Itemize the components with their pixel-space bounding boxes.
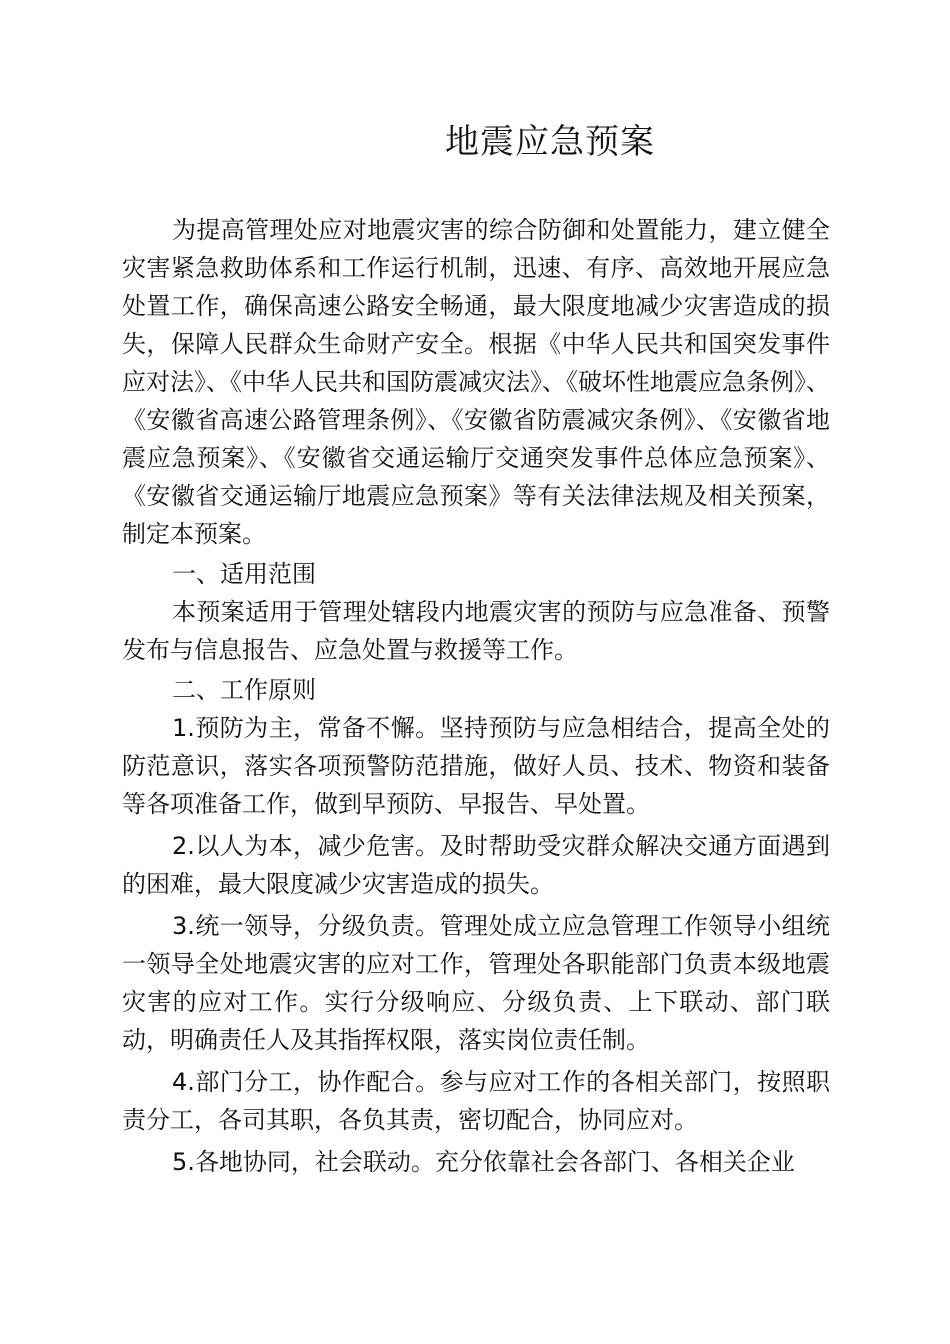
section-heading-principles: 二、工作原则 [172,676,316,704]
principle-item-5: 5.各地协同，社会联动。充分依靠社会各部门、各相关企业 [172,1148,795,1176]
principle-item-2: 2.以人为本，减少危害。及时帮助受灾群众解决交通方面遇到的困难，最大限度减少灾害造成的损失。 [122,832,830,898]
intro-paragraph: 为提高管理处应对地震灾害的综合防御和处置能力，建立健全灾害紧急救助体系和工作运行机制，迅速、有序、高效地开展应急处置工作，确保高速公路安全畅通，最大限度地减少灾害造成的损失，保障人民群众生命财产安全。根据《中华人民共和国突发事件应对法》、《中华人民共和国防震减灾法》、《破坏性地震应急条例》、《安徽省高速公路管理条例》、《安徽省防震减灾条例》、《安徽省地震应急预案》、《安徽省交通运输厅交通突发事件总体应急预案》、《安徽省交通运输厅地震应急预案》等有关法律法规及相关预案，制定本预案。 [122,216,830,548]
document-body [122,211,830,1181]
section-heading-scope: 一、适用范围 [172,560,316,588]
scope-paragraph: 本预案适用于管理处辖段内地震灾害的预防与应急准备、预警发布与信息报告、应急处置与救援等工作。 [122,598,830,664]
principle-item-4: 4.部门分工，协作配合。参与应对工作的各相关部门，按照职责分工，各司其职，各负其责，密切配合，协同应对。 [122,1068,830,1134]
principle-item-3: 3.统一领导，分级负责。管理处成立应急管理工作领导小组统一领导全处地震灾害的应对工作，管理处各职能部门负责本级地震灾害的应对工作。实行分级响应、分级负责、上下联动、部门联动，明确责任人及其指挥权限，落实岗位责任制。 [122,912,830,1054]
principle-item-1: 1.预防为主，常备不懈。坚持预防与应急相结合，提高全处的防范意识，落实各项预警防范措施，做好人员、技术、物资和装备等各项准备工作，做到早预防、早报告、早处置。 [122,714,830,818]
document-title: 地震应急预案 [445,122,655,162]
